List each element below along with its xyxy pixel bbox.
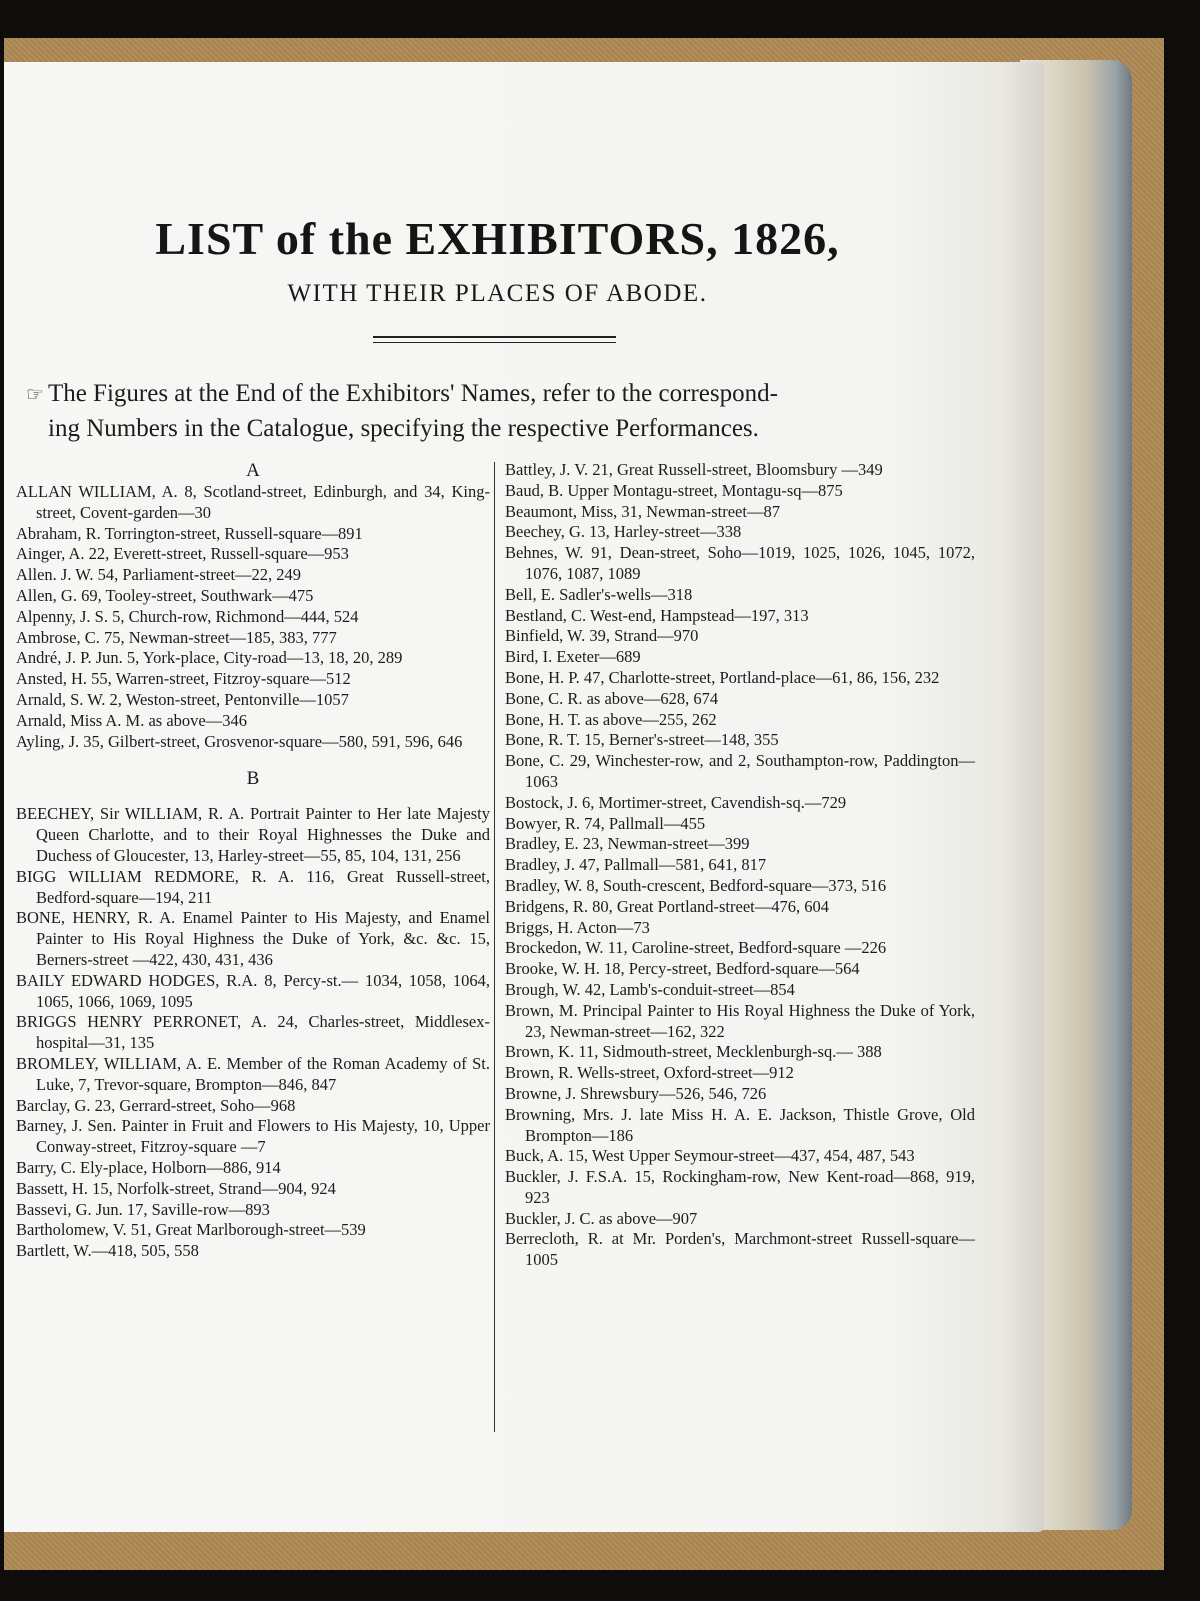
exhibitor-entry: Bassevi, G. Jun. 17, Saville-row—893 [16, 1199, 270, 1219]
exhibitor-entry: Bradley, J. 47, Pallmall—581, 641, 817 [505, 855, 767, 875]
exhibitor-entry: Brown, R. Wells-street, Oxford-street—912 [505, 1063, 794, 1083]
exhibitor-entry: Abraham, R. Torrington-street, Russell-square—891 [16, 523, 363, 543]
exhibitor-entry: Brough, W. 42, Lamb's-conduit-street—854 [505, 979, 795, 999]
exhibitor-entry: Bartlett, W.—418, 505, 558 [16, 1241, 199, 1261]
exhibitor-entry: Ainger, A. 22, Everett-street, Russell-square—953 [16, 544, 349, 564]
exhibitor-entry: Bell, E. Sadler's-wells—318 [505, 584, 693, 604]
exhibitor-entry: Arnald, Miss A. M. as above—346 [16, 710, 247, 730]
exhibitor-entry: Bone, C. R. as above—628, 674 [505, 688, 719, 708]
exhibitor-entry: Bostock, J. 6, Mortimer-street, Cavendish-sq.—729 [505, 792, 847, 812]
title-rule-thin [373, 342, 616, 343]
exhibitor-entry: Barclay, G. 23, Gerrard-street, Soho—968 [16, 1095, 296, 1115]
exhibitor-entry: Browning, Mrs. J. late Miss H. A. E. Jackson, Thistle Grove, Old Brompton—186 [505, 1104, 975, 1145]
exhibitor-entry: Ansted, H. 55, Warren-street, Fitzroy-square—512 [16, 669, 351, 689]
column-divider [494, 462, 495, 1432]
exhibitor-entry: Bone, H. P. 47, Charlotte-street, Portland-place—61, 86, 156, 232 [505, 667, 940, 687]
page-title: LIST of the EXHIBITORS, 1826, [155, 213, 840, 264]
exhibitor-entry: Briggs, H. Acton—73 [505, 917, 650, 937]
exhibitor-entry: Beechey, G. 13, Harley-street—338 [505, 522, 742, 542]
exhibitor-entry: Binfield, W. 39, Strand—970 [505, 626, 699, 646]
exhibitor-entry: Bradley, E. 23, Newman-street—399 [505, 834, 750, 854]
exhibitor-entry: Buckler, J. F.S.A. 15, Rockingham-row, New Kent-road—868, 919, 923 [505, 1167, 975, 1207]
exhibitor-entry: ALLAN WILLIAM, A. 8, Scotland-street, Edinburgh, and 34, King-street, Covent-garden—30 [16, 482, 490, 522]
left-column [16, 460, 490, 1262]
exhibitor-entry: Bartholomew, V. 51, Great Marlborough-street—539 [16, 1220, 366, 1240]
exhibitor-entry: Bone, C. 29, Winchester-row, and 2, Southampton-row, Paddington—1063 [505, 751, 975, 791]
exhibitor-entry: Baud, B. Upper Montagu-street, Montagu-sq—875 [505, 480, 843, 500]
exhibitor-entry: BONE, HENRY, R. A. Enamel Painter to His Majesty, and Enamel Painter to His Royal Highness the Duke of York, &c. &c. 15, Berners-street —422, 430, 431, 436 [16, 908, 490, 969]
exhibitor-entry: Brown, K. 11, Sidmouth-street, Mecklenburgh-sq.— 388 [505, 1042, 882, 1062]
exhibitor-entry: Beaumont, Miss, 31, Newman-street—87 [505, 501, 780, 521]
exhibitor-entry: BAILY EDWARD HODGES, R.A. 8, Percy-st.— 1034, 1058, 1064, 1065, 1066, 1069, 1095 [16, 970, 490, 1011]
exhibitor-entry: Browne, J. Shrewsbury—526, 546, 726 [505, 1083, 767, 1103]
exhibitor-entry: BIGG WILLIAM REDMORE, R. A. 116, Great Russell-street, Bedford-square—194, 211 [16, 866, 490, 907]
exhibitor-entry: Bassett, H. 15, Norfolk-street, Strand—904, 924 [16, 1178, 336, 1198]
exhibitor-entry: Battley, J. V. 21, Great Russell-street, Bloomsbury —349 [505, 460, 883, 479]
catalogue-note [26, 377, 986, 446]
exhibitor-entry: Ayling, J. 35, Gilbert-street, Grosvenor-square—580, 591, 596, 646 [16, 731, 463, 751]
exhibitor-entry: Bestland, C. West-end, Hampstead—197, 313 [505, 605, 809, 625]
note-line-2: ing Numbers in the Catalogue, specifying the respective Performances. [48, 415, 759, 442]
exhibitor-entry: Bone, R. T. 15, Berner's-street—148, 355 [505, 730, 779, 750]
exhibitor-entry: Bowyer, R. 74, Pallmall—455 [505, 813, 706, 833]
exhibitor-entry: Brockedon, W. 11, Caroline-street, Bedford-square —226 [505, 938, 887, 958]
exhibitor-entry: Bone, H. T. as above—255, 262 [505, 709, 717, 729]
section-letter-a: A [246, 460, 260, 481]
exhibitor-entry: Buck, A. 15, West Upper Seymour-street—437, 454, 487, 543 [505, 1146, 915, 1166]
exhibitor-entry: Berrecloth, R. at Mr. Porden's, Marchmont-street Russell-square—1005 [505, 1229, 975, 1270]
exhibitor-entry: Brown, M. Principal Painter to His Royal Highness the Duke of York, 23, Newman-street—162, 322 [505, 1000, 975, 1041]
exhibitor-entry: Brooke, W. H. 18, Percy-street, Bedford-square—564 [505, 959, 860, 979]
exhibitor-entry: Allen, G. 69, Tooley-street, Southwark—475 [16, 585, 314, 605]
page-subtitle: WITH THEIR PLACES OF ABODE. [287, 280, 708, 307]
exhibitor-entry: André, J. P. Jun. 5, York-place, City-road—13, 18, 20, 289 [16, 648, 403, 668]
exhibitor-entry: Ambrose, C. 75, Newman-street—185, 383, 777 [16, 627, 337, 647]
exhibitor-entry: Barney, J. Sen. Painter in Fruit and Flowers to His Majesty, 10, Upper Conway-street, Fitzroy-square —7 [16, 1116, 490, 1157]
exhibitor-entry: Arnald, S. W. 2, Weston-street, Pentonville—1057 [16, 689, 349, 709]
exhibitor-entry: Buckler, J. C. as above—907 [505, 1208, 698, 1228]
pointing-hand-icon: ☞ [26, 384, 44, 406]
exhibitor-entry: Allen. J. W. 54, Parliament-street—22, 249 [16, 565, 302, 585]
exhibitor-entry: Bradley, W. 8, South-crescent, Bedford-square—373, 516 [505, 875, 887, 895]
exhibitor-entry: Barry, C. Ely-place, Holborn—886, 914 [16, 1157, 281, 1177]
title-rule [373, 336, 616, 338]
right-column [505, 460, 975, 1271]
exhibitor-entry: BEECHEY, Sir WILLIAM, R. A. Portrait Painter to Her late Majesty Queen Charlotte, and to their Royal Highnesses the Duke and Duchess of Gloucester, 13, Harley-street—55, 85, 104, 131, 256 [16, 804, 490, 865]
exhibitor-entry: Bridgens, R. 80, Great Portland-street—476, 604 [505, 896, 829, 916]
exhibitor-entry: BROMLEY, WILLIAM, A. E. Member of the Roman Academy of St. Luke, 7, Trevor-square, Brompton—846, 847 [16, 1053, 490, 1094]
note-line-1: The Figures at the End of the Exhibitors' Names, refer to the correspond- [47, 380, 778, 407]
exhibitor-entry: Alpenny, J. S. 5, Church-row, Richmond—444, 524 [16, 606, 359, 626]
exhibitor-entry: BRIGGS HENRY PERRONET, A. 24, Charles-street, Middlesex-hospital—31, 135 [16, 1012, 490, 1053]
exhibitor-entry: Bird, I. Exeter—689 [505, 647, 641, 667]
section-letter-b: B [246, 768, 260, 790]
exhibitor-entry: Behnes, W. 91, Dean-street, Soho—1019, 1025, 1026, 1045, 1072, 1076, 1087, 1089 [505, 543, 975, 583]
